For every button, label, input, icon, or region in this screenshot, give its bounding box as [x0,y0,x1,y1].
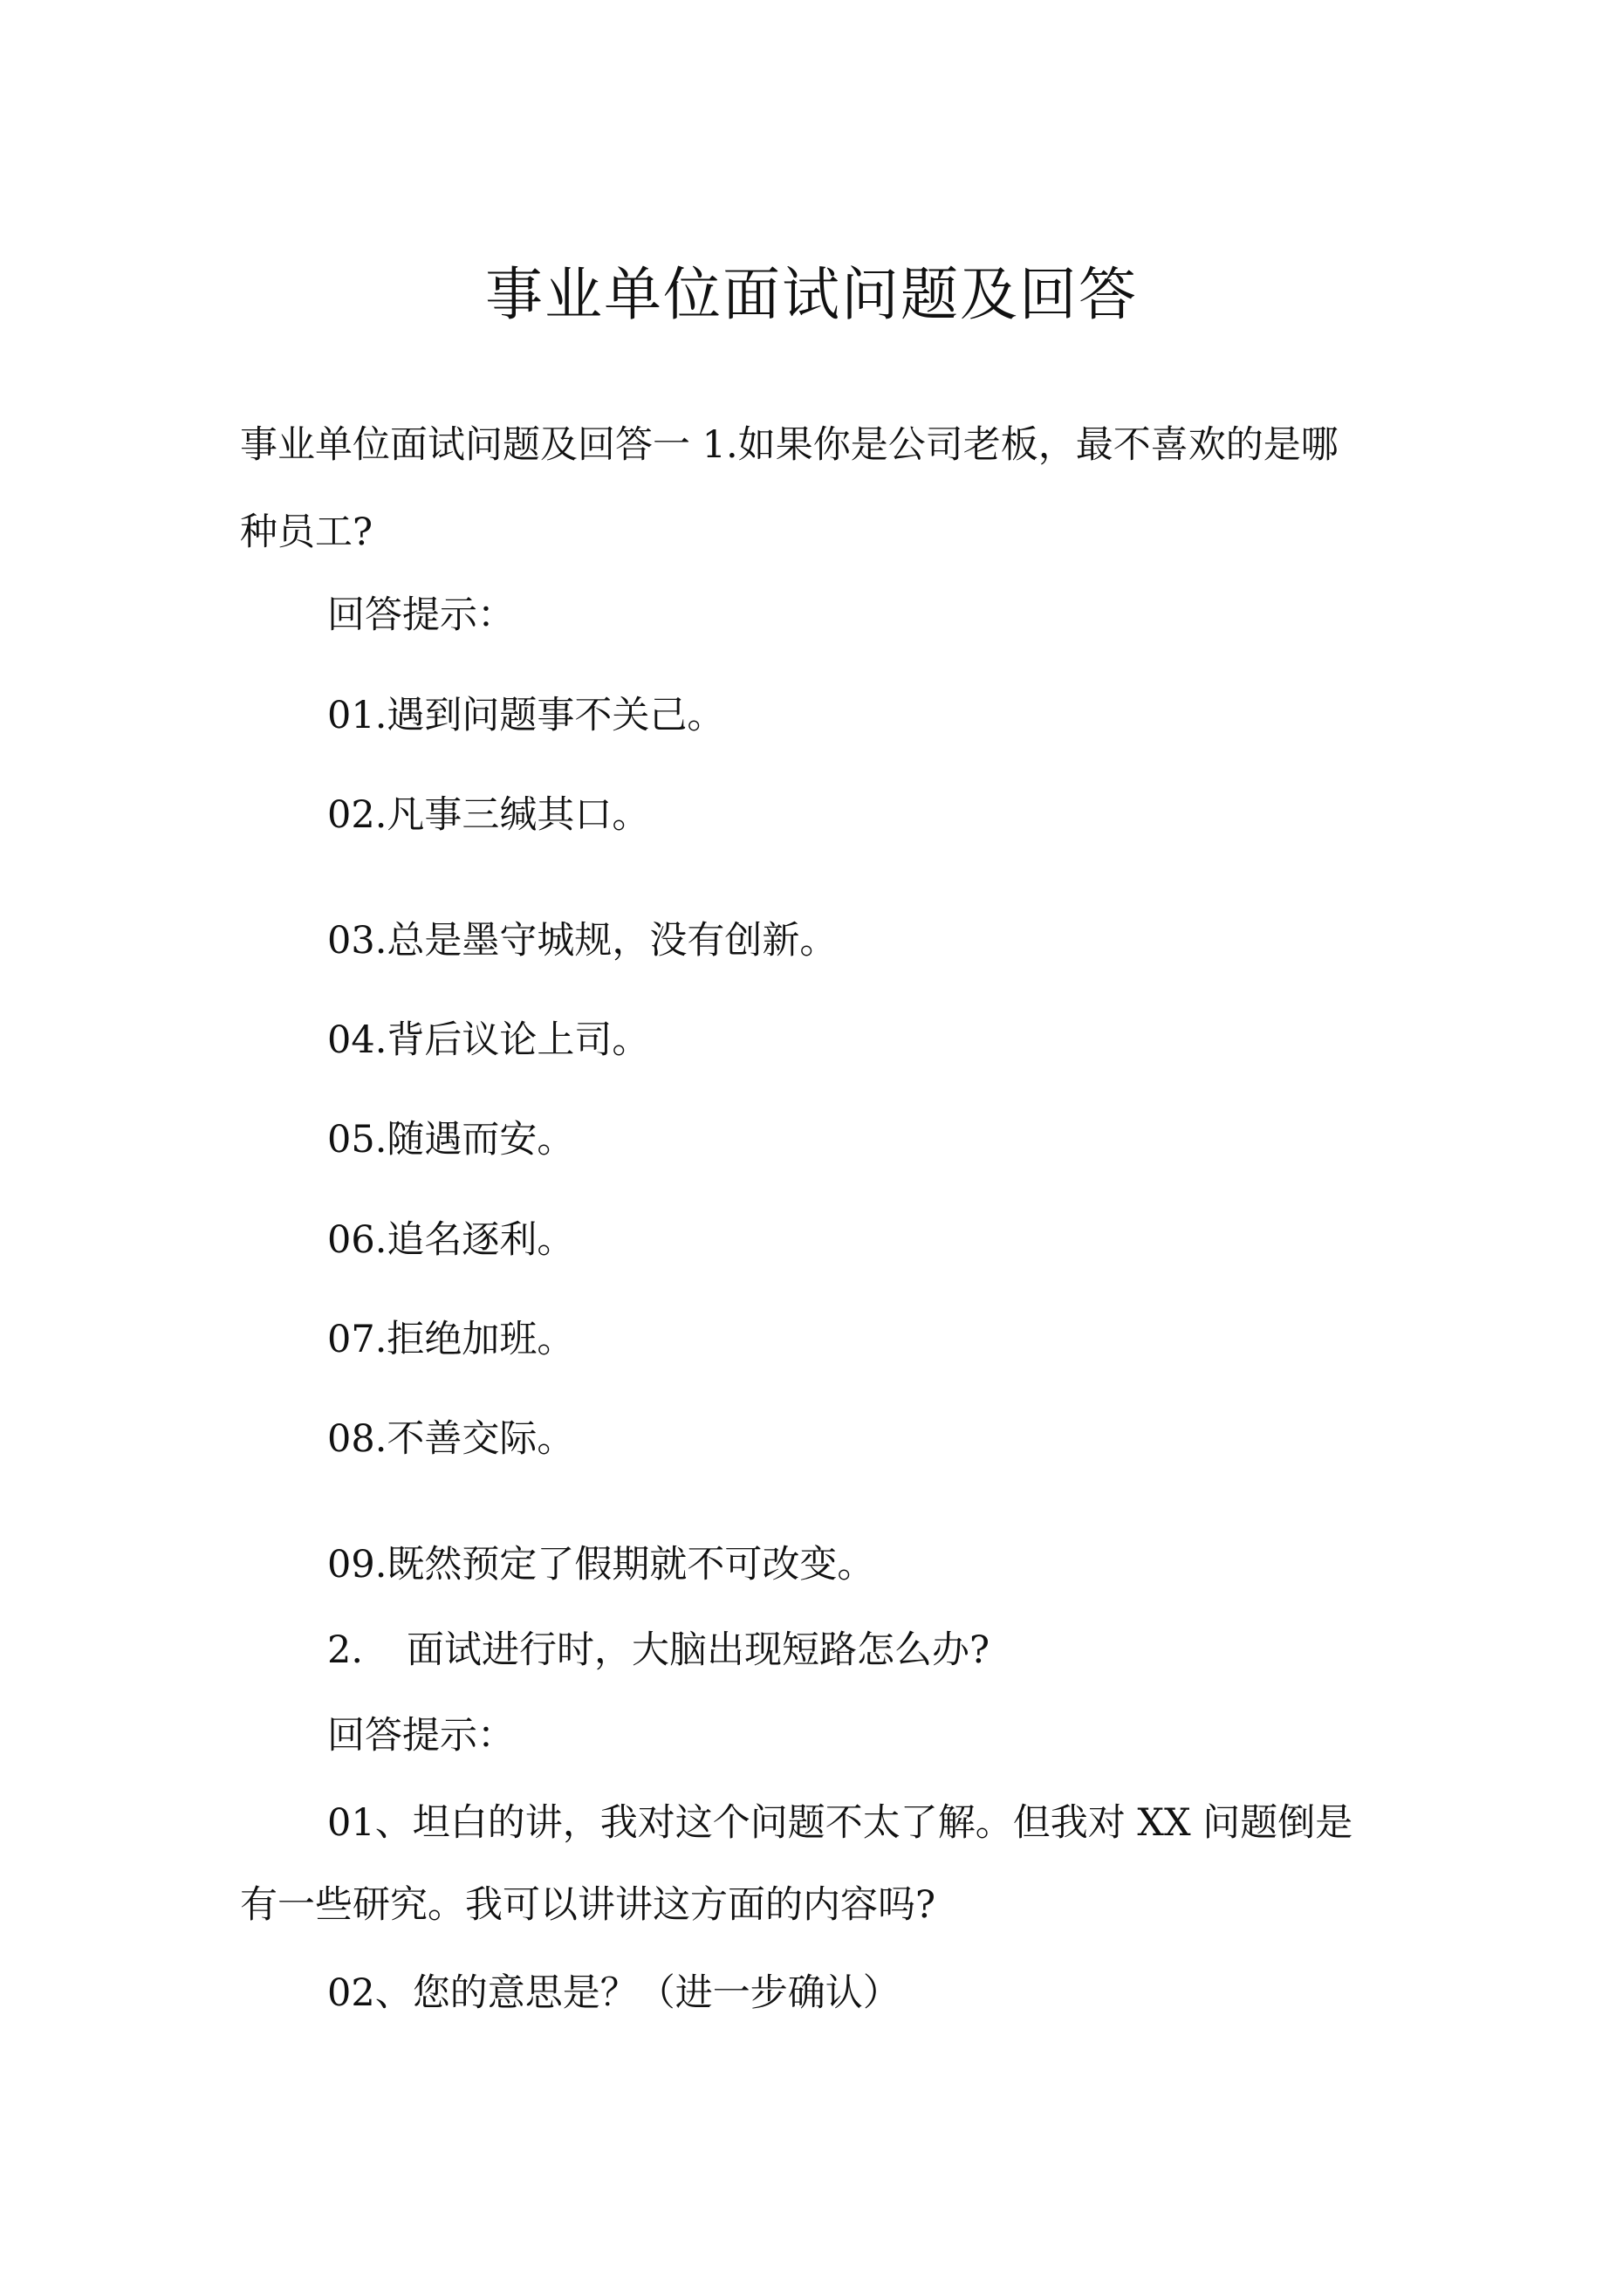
document-title: 事业单位面试问题及回答 [485,261,1138,328]
answer-01-line-2: 有一些研究。我可以讲讲这方面的内容吗? [240,1883,936,1927]
question-2 [327,1626,990,1675]
list-item-02: 02.凡事三缄其口。 [327,793,650,837]
answer-hint-label-2: 回答提示： [327,1714,515,1758]
list-item-03: 03.总是墨守城规，没有创新。 [327,919,838,963]
list-item-07: 07.拒绝加班。 [327,1318,575,1361]
answer-02: 02、您的意思是？（进一步确认） [327,1971,901,2015]
list-item-05: 05.随遇而安。 [327,1118,575,1162]
question-2-number: 2. [327,1628,364,1672]
answer-hint-label: 回答提示： [327,593,515,637]
question-2-text: 面试进行时，大脑出现短路怎么办? [407,1628,990,1672]
list-item-08: 08.不善交际。 [327,1417,575,1461]
answer-01-line-1: 01、坦白的讲，我对这个问题不太了解。但我对 XX 问题倒是 [327,1801,1353,1845]
list-item-01: 01.遇到问题事不关己。 [327,694,725,737]
list-item-04: 04.背后议论上司。 [327,1018,650,1062]
question-1-line-2: 种员工? [240,511,373,554]
question-1-line-1: 事业单位面试问题及回答一 1.如果你是公司老板，最不喜欢的是哪 [240,423,1339,467]
list-item-09: 09.既然预定了假期就不可改变。 [327,1543,875,1587]
list-item-06: 06.追名逐利。 [327,1218,575,1262]
